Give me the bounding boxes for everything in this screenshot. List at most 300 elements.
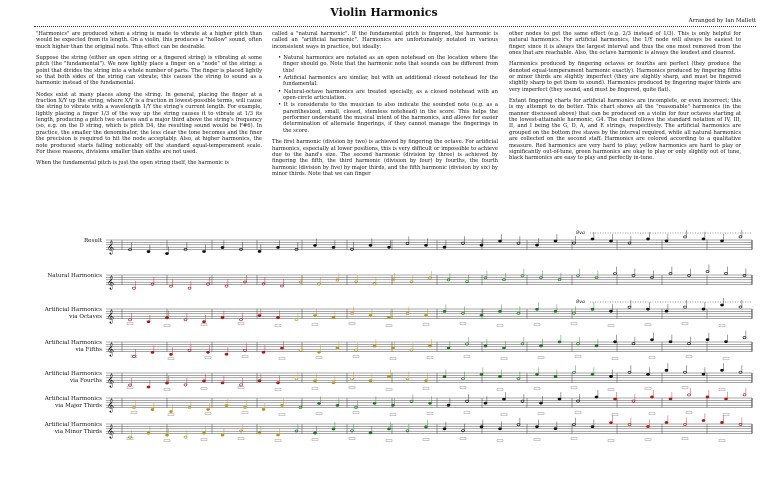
fingering-marker	[427, 357, 433, 359]
page-title: Violin Harmonics	[330, 6, 438, 19]
fingering-marker	[538, 357, 544, 359]
fingering-marker	[316, 413, 322, 415]
note-head	[725, 398, 728, 400]
note-head	[614, 341, 617, 343]
fingering-marker	[423, 388, 429, 390]
fingering-marker	[719, 325, 725, 327]
note-head	[281, 347, 284, 349]
note-head	[392, 347, 395, 349]
note-head	[406, 312, 409, 314]
note-head	[743, 394, 746, 396]
note-head	[351, 312, 354, 314]
treble-clef-icon: 𝄞	[107, 398, 115, 413]
note-head	[684, 423, 687, 425]
note-head	[373, 345, 376, 347]
note-head	[595, 277, 598, 279]
staff-label-fifths: Artificial Harmonics via Fifths	[44, 340, 102, 353]
note-head	[369, 314, 372, 316]
fingering-marker	[201, 324, 207, 326]
note-head	[554, 375, 557, 377]
fingering-marker	[534, 324, 540, 326]
fingering-marker	[571, 323, 577, 325]
treble-clef-icon: 𝄞	[107, 342, 115, 357]
note-head	[355, 281, 358, 283]
note-head	[262, 351, 265, 353]
note-head	[336, 347, 339, 349]
fingering-marker	[719, 440, 725, 442]
note-head	[591, 238, 594, 240]
note-head	[540, 402, 543, 404]
note-head	[373, 402, 376, 404]
treble-clef-icon: 𝄞	[107, 309, 115, 324]
fingering-marker	[386, 389, 392, 391]
note-head	[665, 421, 668, 423]
fingering-marker	[131, 412, 137, 414]
note-head	[480, 426, 483, 428]
note-head	[484, 402, 487, 404]
note-head	[314, 314, 317, 316]
note-head	[702, 238, 705, 240]
list-item: • Natural harmonics are notated as an open notehead on the location where the finger should go. Note that the harmonic note that sounds can be different from this!	[278, 55, 498, 74]
note-head	[258, 432, 261, 434]
fingering-marker	[575, 412, 581, 414]
note-head	[392, 404, 395, 406]
note-head	[443, 376, 446, 378]
note-head	[332, 382, 335, 384]
fingering-marker	[571, 387, 577, 389]
note-head	[207, 283, 210, 285]
note-head	[721, 421, 724, 423]
treble-clef-icon: 𝄞	[107, 424, 115, 439]
note-head	[221, 246, 224, 248]
note-head	[295, 430, 298, 432]
note-head	[499, 310, 502, 312]
note-head	[336, 404, 339, 406]
note-head	[443, 310, 446, 312]
note-head	[151, 351, 154, 353]
note-head	[225, 404, 228, 406]
note-head	[203, 380, 206, 382]
note-head	[540, 345, 543, 347]
note-head	[203, 321, 206, 323]
note-head	[277, 317, 280, 319]
note-head	[503, 398, 506, 400]
note-head	[503, 347, 506, 349]
note-head	[388, 428, 391, 430]
note-head	[466, 343, 469, 345]
note-head	[277, 434, 280, 436]
note-head	[632, 400, 635, 402]
note-head	[573, 371, 576, 373]
note-head	[184, 384, 187, 386]
fingering-marker	[127, 438, 133, 440]
note-head	[429, 345, 432, 347]
treble-clef-icon: 𝄞	[107, 240, 115, 255]
fingering-marker	[501, 414, 507, 416]
fingering-marker	[349, 387, 355, 389]
fingering-marker	[534, 439, 540, 441]
note-head	[554, 310, 557, 312]
paragraph: called a "natural harmonic". If the fundamental pitch is fingered, the harmonic is called an "artificial harmonic". Harmonics are unfortunately notated in various inconsistent ways in practice, but ideally:	[272, 31, 498, 50]
fingering-marker	[275, 325, 281, 327]
note-head	[558, 398, 561, 400]
fingering-marker	[460, 323, 466, 325]
note-head	[425, 314, 428, 316]
note-head	[277, 246, 280, 248]
note-head	[318, 351, 321, 353]
note-head	[669, 341, 672, 343]
notation-list	[272, 55, 498, 134]
note-head	[147, 386, 150, 388]
fingering-marker	[423, 324, 429, 326]
fingering-marker	[205, 357, 211, 359]
fingering-marker	[497, 325, 503, 327]
fingering-marker	[316, 357, 322, 359]
treble-clef-icon: 𝄞	[107, 373, 115, 388]
note-head	[702, 419, 705, 421]
list-item: • Natural-octave harmonics are treated specially, as a closed notehead with an open-circle articulation.	[278, 89, 498, 102]
note-head	[743, 337, 746, 339]
note-head	[147, 321, 150, 323]
fingering-marker	[497, 389, 503, 391]
fingering-marker	[497, 440, 503, 442]
note-head	[521, 343, 524, 345]
paragraph: "Harmonics" are produced when a string is made to vibrate at a higher pitch than would be expected from its length. On a violin, this produces a "hollow" sound, often much higher than the original note. This effect can be desirable.	[36, 31, 262, 50]
note-head	[443, 246, 446, 248]
fingering-marker	[349, 438, 355, 440]
note-head	[166, 434, 169, 436]
note-head	[721, 240, 724, 242]
fingering-marker	[501, 358, 507, 360]
note-head	[129, 384, 132, 386]
note-head	[739, 236, 742, 238]
fingering-marker	[205, 413, 211, 415]
note-head	[281, 404, 284, 406]
fingering-marker	[608, 440, 614, 442]
note-head	[388, 246, 391, 248]
fingering-marker	[645, 439, 651, 441]
fingering-marker	[608, 389, 614, 391]
note-head	[225, 285, 228, 287]
note-head	[536, 426, 539, 428]
note-head	[484, 345, 487, 347]
note-head	[207, 351, 210, 353]
text-column-1	[36, 31, 262, 172]
note-head	[170, 410, 173, 412]
note-head	[295, 378, 298, 380]
fingering-marker	[353, 356, 359, 358]
text-column-3	[509, 31, 741, 167]
note-head	[558, 341, 561, 343]
fingering-marker	[575, 356, 581, 358]
note-head	[332, 246, 335, 248]
note-head	[725, 341, 728, 343]
fingering-marker	[682, 438, 688, 440]
note-head	[425, 244, 428, 246]
fingering-marker	[723, 358, 729, 360]
paragraph: other nodes to get the same effect (e.g. 2/3 instead of 1/3). This is only helpful for natural harmonics. For artificial harmonics, the 1/Y node will always be easiest to finger, since it is always the largest interval and thus the one most removed from the ones that are reachable. Also, the octave harmonic is always the loudest and clearest.	[509, 31, 741, 57]
fingering-marker	[423, 439, 429, 441]
fingering-marker	[242, 412, 248, 414]
fingering-marker	[201, 439, 207, 441]
note-head	[299, 349, 302, 351]
paragraph: Nodes exist at many places along the string. In general, placing the finger at a fraction X/Y up the string, where X/Y is a fraction in lowest-possible terms, will cause the string to vibrate with a wavelength 1/Y the string's current length. For example, lightly placing a finger 1/3 of the way up the string causes it to vibrate at 1/3 its length, producing a pitch two octaves and a major third above the string's frequency (so, e.g. on the D string, which is pitch D4, the resulting sound would be F#6). In practice, the smaller the denominator, the less clear the tone becomes and the finer the precision is required to hit the node acceptably. Also, at higher harmonics, the note produced starts falling noticeably off the standard equal-temperament scale. For these reasons, divisions smaller than sixths are not used.	[36, 91, 262, 155]
note-head	[480, 373, 483, 375]
staff-label-fourths: Artificial Harmonics via Fourths	[44, 371, 102, 384]
note-head	[632, 274, 635, 276]
note-head	[540, 277, 543, 279]
fingering-marker	[312, 324, 318, 326]
note-head	[706, 396, 709, 398]
note-head	[281, 285, 284, 287]
note-head	[665, 240, 668, 242]
note-head	[429, 402, 432, 404]
note-head	[447, 347, 450, 349]
text-column-2	[272, 31, 498, 182]
note-head	[410, 281, 413, 283]
note-head	[688, 274, 691, 276]
note-head	[721, 304, 724, 306]
note-head	[536, 308, 539, 310]
list-item: • It is considerate to the musician to also indicate the sounded note (e.g. as a parenthesized, small, closed, stemless notehead) in the score. This helps the performer understand the musical intent of the harmonics, and allows for easier determination of alternate fingerings, if they cannot manage the fingerings in the score.	[278, 102, 498, 134]
note-head	[151, 283, 154, 285]
note-head	[425, 380, 428, 382]
staff-label-natural: Natural Harmonics	[47, 273, 102, 279]
note-head	[651, 396, 654, 398]
note-head	[591, 373, 594, 375]
paragraph: The first harmonic (division by two) is achieved by fingering the octave. For artificial harmonics, especially at lower positions, this is very difficult or impossible to achieve due to the hand's size. The second harmonic (division by three) is achieved by fingering the fifth, the third harmonic (division by four) by fourths, the fourth harmonic (division by five) by major thirds, and the fifth harmonic (division by six) by minor thirds. Note that we can finger	[272, 139, 498, 177]
note-head	[591, 426, 594, 428]
fingering-marker	[164, 389, 170, 391]
note-head	[147, 250, 150, 252]
note-head	[595, 396, 598, 398]
note-head	[299, 281, 302, 283]
note-head	[166, 252, 169, 254]
note-head	[669, 398, 672, 400]
fingering-marker	[312, 388, 318, 390]
note-head	[536, 244, 539, 246]
note-head	[688, 394, 691, 396]
note-head	[207, 408, 210, 410]
note-head	[573, 312, 576, 314]
note-head	[203, 250, 206, 252]
note-head	[721, 369, 724, 371]
note-head	[129, 319, 132, 321]
fingering-marker	[127, 387, 133, 389]
note-head	[147, 432, 150, 434]
fingering-marker	[386, 325, 392, 327]
fingering-marker	[608, 325, 614, 327]
fingering-marker	[612, 358, 618, 360]
note-head	[244, 349, 247, 351]
note-head	[262, 408, 265, 410]
fingering-marker	[427, 413, 433, 415]
fingering-marker	[686, 412, 692, 414]
note-head	[351, 430, 354, 432]
note-head	[706, 270, 709, 272]
fingering-marker	[645, 388, 651, 390]
fingering-marker	[534, 388, 540, 390]
paragraph: Extant fingering charts for artificial harmonics are incomplete, or even incorrect; this is my attempt to do better. This chart shows all the "reasonable" harmonics (in the manner discussed above) that can be produced on a violin for four octaves starting at the lowest-attainable harmonic, G4. The chart follows the standard notation of IV, III, II, and I being the G, D, A, and E strings, respectively. The artificial harmonics are grouped on the bottom five staves by the interval required, while all natural harmonics are collected on the second staff. Harmonics are colored according to a qualitative measure. Red harmonics are very hard to play; yellow harmonics are hard to play or significantly out-of-tune, green harmonics are okay to play or only slightly out of tune, black harmonics are easy to play and perfectly in-tune.	[509, 98, 741, 162]
fingering-marker	[464, 356, 470, 358]
note-head	[369, 380, 372, 382]
note-head	[443, 428, 446, 430]
note-head	[577, 343, 580, 345]
note-head	[702, 373, 705, 375]
fingering-marker	[464, 412, 470, 414]
note-head	[647, 425, 650, 427]
note-head	[610, 421, 613, 423]
fingering-marker	[127, 323, 133, 325]
note-head	[277, 382, 280, 384]
note-head	[166, 317, 169, 319]
note-head	[480, 244, 483, 246]
note-head	[184, 436, 187, 438]
treble-clef-icon: 𝄞	[107, 275, 115, 290]
note-head	[739, 423, 742, 425]
note-head	[628, 423, 631, 425]
note-head	[462, 430, 465, 432]
fingering-marker	[723, 414, 729, 416]
fingering-marker	[460, 438, 466, 440]
paragraph: When the fundamental pitch is just the open string itself, the harmonic is	[36, 160, 229, 167]
note-head	[188, 349, 191, 351]
note-head	[517, 312, 520, 314]
fingering-marker	[279, 414, 285, 416]
fingering-marker	[682, 323, 688, 325]
note-head	[151, 408, 154, 410]
note-head	[665, 369, 668, 371]
note-head	[299, 406, 302, 408]
harmonics-score	[0, 225, 768, 487]
note-head	[369, 244, 372, 246]
fingering-marker	[649, 357, 655, 359]
fingering-marker	[386, 440, 392, 442]
note-head	[355, 406, 358, 408]
note-head	[610, 310, 613, 312]
fingering-marker	[719, 389, 725, 391]
note-head	[129, 436, 132, 438]
note-head	[725, 272, 728, 274]
note-head	[628, 306, 631, 308]
staff-label-major-thirds: Artificial Harmonics via Major Thirds	[44, 396, 102, 409]
note-head	[318, 402, 321, 404]
list-item: • Artificial harmonics are similar, but with an additional closed notehead for the fundamental.	[278, 75, 498, 88]
note-head	[332, 316, 335, 318]
fingering-marker	[682, 387, 688, 389]
note-head	[554, 240, 557, 242]
fingering-marker	[353, 412, 359, 414]
fingering-marker	[168, 358, 174, 360]
note-head	[188, 287, 191, 289]
fingering-marker	[460, 387, 466, 389]
note-head	[240, 384, 243, 386]
note-head	[665, 310, 668, 312]
fingering-marker	[390, 358, 396, 360]
note-head	[462, 312, 465, 314]
note-head	[314, 244, 317, 246]
note-head	[610, 375, 613, 377]
arranger-credit: Arranged by Ian Mallett	[688, 18, 756, 24]
fingering-marker	[242, 356, 248, 358]
note-head	[166, 382, 169, 384]
fingering-marker	[279, 358, 285, 360]
fingering-marker	[349, 323, 355, 325]
note-head	[480, 314, 483, 316]
fingering-marker	[686, 356, 692, 358]
note-head	[447, 404, 450, 406]
note-head	[739, 306, 742, 308]
note-head	[591, 308, 594, 310]
staff-system	[0, 225, 768, 487]
note-head	[240, 319, 243, 321]
note-head	[425, 426, 428, 428]
note-head	[221, 317, 224, 319]
fingering-marker	[238, 438, 244, 440]
note-head	[221, 434, 224, 436]
note-head	[554, 428, 557, 430]
note-head	[258, 380, 261, 382]
note-head	[628, 242, 631, 244]
note-head	[684, 236, 687, 238]
fingering-marker	[201, 388, 207, 390]
note-head	[595, 345, 598, 347]
note-head	[221, 382, 224, 384]
note-head	[669, 272, 672, 274]
fingering-marker	[612, 414, 618, 416]
note-head	[499, 428, 502, 430]
note-head	[203, 432, 206, 434]
staff-label-result: Result	[83, 238, 102, 244]
title-rule	[34, 26, 756, 27]
note-head	[647, 373, 650, 375]
note-head	[314, 432, 317, 434]
note-head	[351, 248, 354, 250]
fingering-marker	[164, 440, 170, 442]
note-head	[499, 375, 502, 377]
fingering-marker	[538, 413, 544, 415]
fingering-marker	[571, 438, 577, 440]
note-head	[702, 308, 705, 310]
fingering-marker	[312, 439, 318, 441]
note-head	[499, 240, 502, 242]
note-head	[225, 353, 228, 355]
note-head	[258, 250, 261, 252]
note-head	[647, 238, 650, 240]
note-head	[466, 281, 469, 283]
note-head	[184, 319, 187, 321]
note-head	[170, 353, 173, 355]
note-head	[332, 428, 335, 430]
note-head	[388, 316, 391, 318]
fingering-marker	[649, 413, 655, 415]
fingering-marker	[390, 414, 396, 416]
note-head	[706, 339, 709, 341]
note-head	[388, 376, 391, 378]
note-head	[614, 398, 617, 400]
note-head	[484, 277, 487, 279]
note-head	[170, 285, 173, 287]
note-head	[406, 430, 409, 432]
note-head	[614, 272, 617, 274]
ottava-label: 8va	[576, 230, 585, 236]
note-head	[429, 277, 432, 279]
staff-label-octaves: Artificial Harmonics via Octaves	[44, 307, 102, 320]
paragraph: Harmonics produced by fingering octaves or fourths are perfect (they produce the denoted equal-temperament harmonic exactly). Harmonics produced by fingering fifths or minor thirds are slightly imperfect (they are slightly sharp, and must be fingered slightly sharp to get them to sound). Harmonics produced by fingering major thirds are very imperfect (they sound, and must be fingered, quite flat).	[509, 61, 741, 93]
note-head	[258, 315, 261, 317]
note-head	[536, 373, 539, 375]
fingering-marker	[168, 414, 174, 416]
